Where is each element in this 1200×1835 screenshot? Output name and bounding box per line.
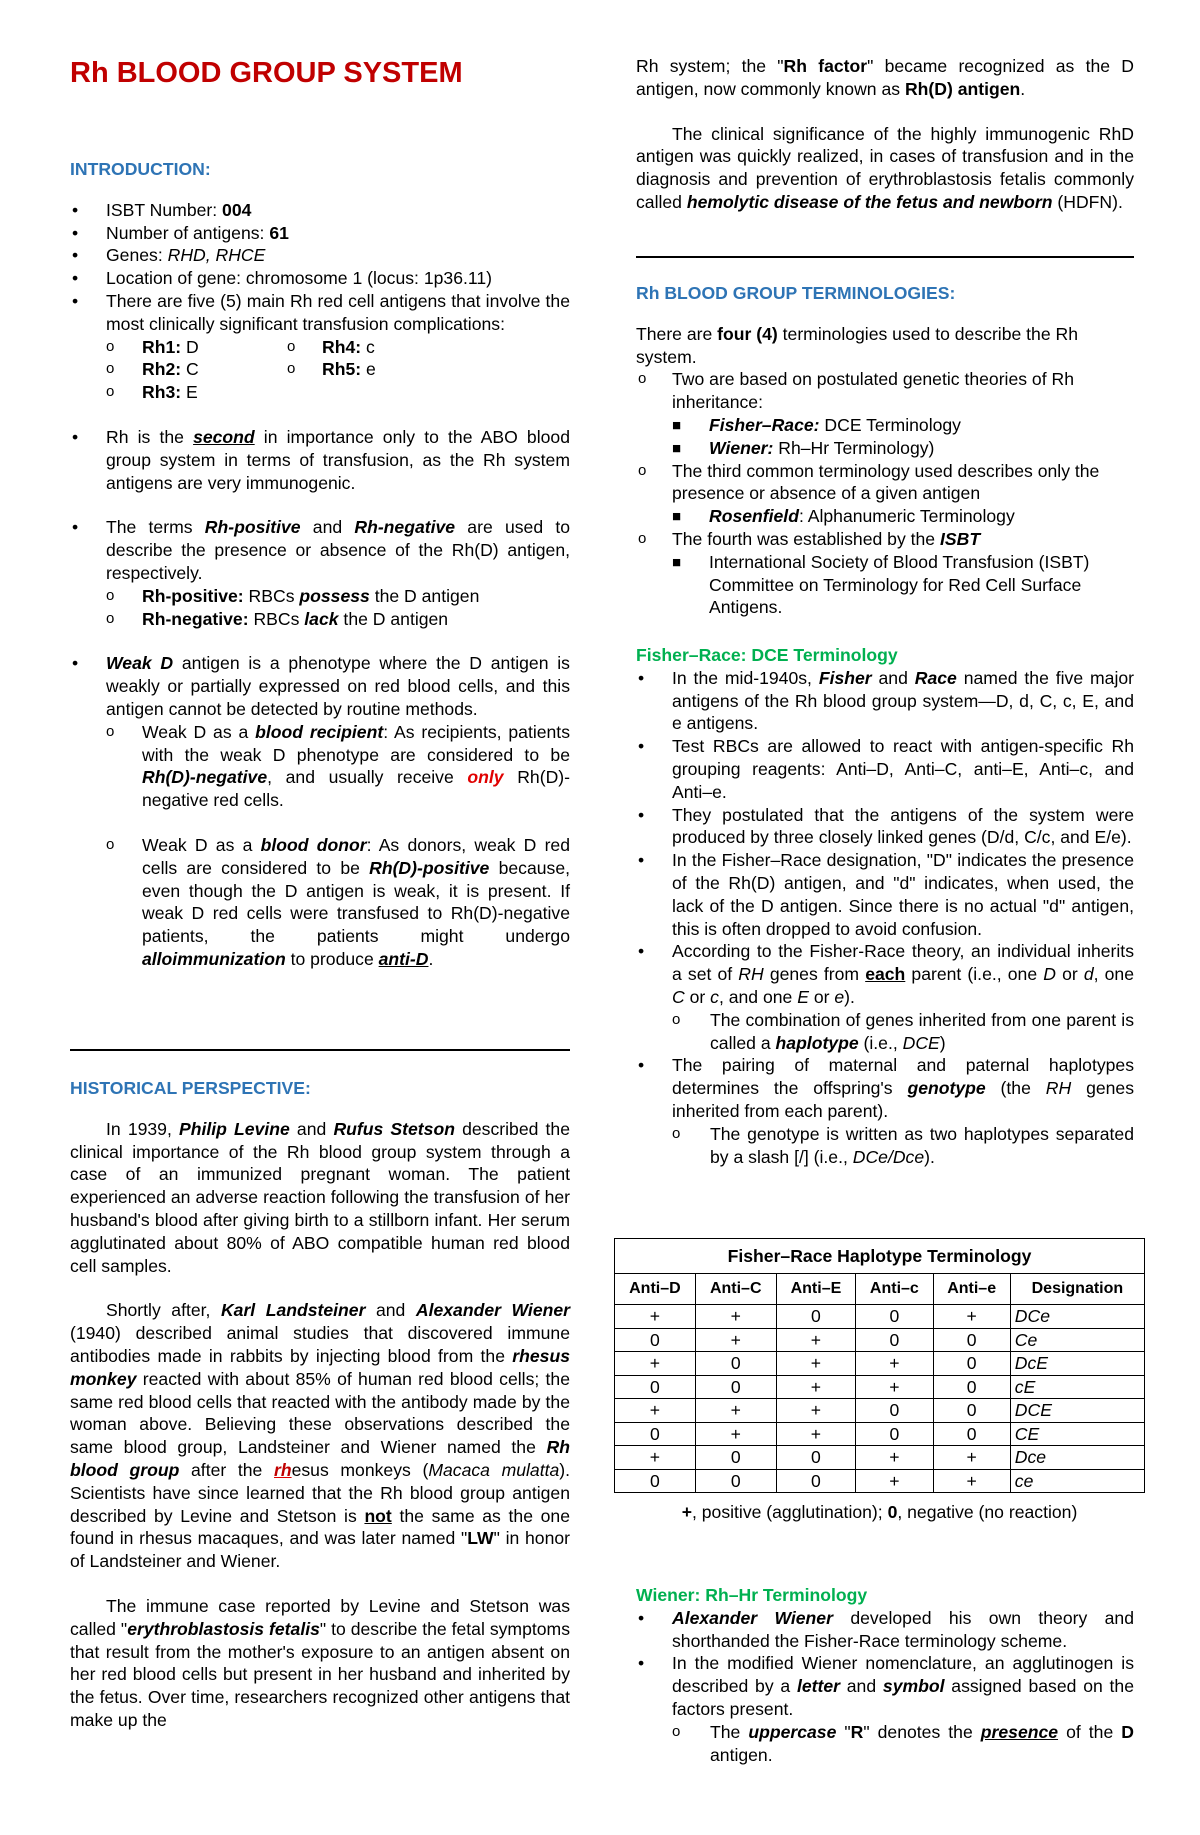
list-item: • Location of gene: chromosome 1 (locus: 1p36.11) (72, 268, 492, 289)
paragraph: In 1939, Philip Levine and Rufus Stetson described the clinical importance of the Rh blood group system through a case of an immunized pregnant woman. The patient experienced an adverse reaction following the transfusion of her husband's blood after giving birth to a stillborn infant. Her serum agglutinated about 80% of ABO compatible human red blood cell samples. (70, 1118, 570, 1276)
table-header-cell: Anti–c (856, 1274, 933, 1305)
terminology-list (636, 368, 1134, 619)
paragraph: There are four (4) terminologies used to describe the Rh system. (636, 323, 1079, 367)
circle-bullet-icon: o (106, 586, 115, 604)
list-item: o The fourth was established by the ISBT (638, 528, 981, 549)
wiener-section (636, 1584, 1134, 1766)
list-item: • Genes: RHD, RHCE (72, 245, 266, 266)
table-header-cell: Anti–D (615, 1274, 696, 1305)
historical-heading: HISTORICAL PERSPECTIVE: (70, 1078, 311, 1098)
introduction-section (70, 158, 570, 971)
haplotype-table (614, 1238, 1145, 1493)
history-continued (636, 55, 1134, 214)
list-item: o Rh-positive: RBCs possess the D antigen (106, 585, 480, 606)
table-header-cell: Anti–E (776, 1274, 856, 1305)
bullet-icon: • (638, 736, 645, 757)
table-row: 0 0 0 + + ce (615, 1469, 1145, 1493)
bullet-icon: • (72, 245, 79, 266)
bullet-icon: • (638, 850, 645, 871)
paragraph: Shortly after, Karl Landsteiner and Alexander Wiener (1940) described animal studies that discovered immune antibodies made in rabbits by injecting blood from the rhesus monkey reacted with about 85% of human red blood cells; the same red blood cells that reacted with the antibody made by the woman above. Believing these observations described the same blood group, Landsteiner and Wiener named the Rh blood group after the rhesus monkeys (Macaca mulatta). Scientists have since learned that the Rh blood group antigen described by Levine and Stetson is not the same as the one found in rhesus macaques, and was later named "LW" in honor of Landsteiner and Wiener. (70, 1300, 571, 1572)
terminology-heading: Rh BLOOD GROUP TERMINOLOGIES: (636, 283, 956, 303)
list-item: • Number of antigens: 61 (72, 222, 289, 243)
table-row: + + 0 0 + DCe (615, 1305, 1145, 1329)
table-header-cell: Designation (1010, 1274, 1144, 1305)
circle-bullet-icon: o (106, 722, 115, 740)
intro-list (70, 199, 570, 971)
circle-bullet-icon: o (638, 461, 647, 479)
circle-bullet-icon: o (287, 360, 296, 378)
table-row: 0 0 + + 0 cE (615, 1375, 1145, 1399)
list-item: • ISBT Number: 004 (72, 199, 252, 220)
square-bullet-icon: ■ (672, 553, 682, 571)
list-item: o The genotype is written as two haplotypes separated by a slash [/] (i.e., DCe/Dce). (672, 1123, 1134, 1167)
table-header-cell: Anti–e (933, 1274, 1010, 1305)
list-item: • According to the Fisher-Race theory, an individual inherits a set of RH genes from each parent (i.e., one D or d, one C or c, and one E or e). (638, 941, 1135, 1007)
list-item: o Weak D as a blood recipient: As recipients, patients with the weak D phenotype are considered to be Rh(D)-negative, and usually receive only Rh(D)-negative red cells. (106, 721, 570, 811)
list-item: • There are five (5) main Rh red cell antigens that involve the most clinically significant transfusion complications: (72, 290, 570, 334)
circle-bullet-icon: o (106, 337, 115, 355)
list-item: o The third common terminology used describes only the presence or absence of a given antigen (638, 460, 1100, 504)
table-header-row (615, 1274, 1145, 1305)
square-bullet-icon: ■ (672, 439, 682, 457)
list-item: o The combination of genes inherited from one parent is called a haplotype (i.e., DCE) (672, 1009, 1134, 1053)
table-note: +, positive (agglutination); 0, negative (no reaction) (681, 1502, 1078, 1522)
circle-bullet-icon: o (106, 383, 115, 401)
square-bullet-icon: ■ (672, 508, 682, 526)
circle-bullet-icon: o (106, 360, 115, 378)
list-item: • The terms Rh-positive and Rh-negative are used to describe the presence or absence of the Rh(D) antigen, respectively. (72, 517, 571, 583)
antigen-item: o Rh1: D o Rh4: c (106, 336, 375, 357)
list-item: o Rh-negative: RBCs lack the D antigen (106, 608, 449, 629)
list-item: ■ Wiener: Rh–Hr Terminology) (636, 437, 1134, 460)
circle-bullet-icon: o (672, 1722, 681, 1740)
bullet-icon: • (638, 804, 645, 825)
circle-bullet-icon: o (638, 529, 647, 547)
list-item: • Test RBCs are allowed to react with antigen-specific Rh grouping reagents: Anti–D, Anti–C, anti–E, Anti–c, and Anti–e. (638, 736, 1134, 802)
list-item: • In the mid-1940s, Fisher and Race named the five major antigens of the Rh blood group system—D, d, C, c, E, and e antigens. (638, 667, 1134, 734)
page-title: Rh BLOOD GROUP SYSTEM (70, 57, 463, 89)
list-item: o The uppercase "R" denotes the presence of the D antigen. (672, 1721, 1134, 1765)
table-row: + 0 + + 0 DcE (615, 1352, 1145, 1376)
section-divider (636, 256, 1134, 258)
list-item: • In the modified Wiener nomenclature, an agglutinogen is described by a letter and symbol assigned based on the factors present. (638, 1653, 1134, 1719)
circle-bullet-icon: o (287, 337, 296, 355)
circle-bullet-icon: o (638, 370, 647, 388)
bullet-icon: • (638, 941, 645, 962)
list-item: • Alexander Wiener developed his own theory and shorthanded the Fisher-Race terminology scheme. (638, 1607, 1134, 1651)
bullet-icon: • (638, 1607, 645, 1628)
bullet-icon: • (72, 653, 79, 674)
haplotype-table-block (614, 1238, 1145, 1524)
square-bullet-icon: ■ (672, 416, 682, 434)
list-item: • Rh is the second in importance only to the ABO blood group system in terms of transfusion, as the Rh system antigens are very immunogenic. (72, 426, 570, 493)
bullet-icon: • (72, 290, 79, 311)
table-row: + + + 0 0 DCE (615, 1399, 1145, 1423)
table-row: + 0 0 + + Dce (615, 1446, 1145, 1470)
circle-bullet-icon: o (106, 835, 115, 853)
fisher-race-heading: Fisher–Race: DCE Terminology (636, 645, 898, 665)
list-item: • They postulated that the antigens of the system were produced by three closely linked genes (D/d, C/c, and E/e). (638, 804, 1134, 848)
list-item: o Weak D as a blood donor: As donors, weak D red cells are considered to be Rh(D)-positive because, even though the D antigen is weak, it is present. If weak D red cells were transfused to Rh(D)-negative patients, the patients might undergo alloimmunization to produce anti-D. (106, 834, 571, 969)
bullet-icon: • (638, 667, 645, 688)
antigen-item: o Rh2: C o Rh5: e (106, 359, 376, 380)
introduction-heading: INTRODUCTION: (70, 159, 211, 179)
wiener-list (636, 1607, 1134, 1767)
list-item: ■ Rosenfield: Alphanumeric Terminology (636, 505, 1134, 528)
list-item: • Weak D antigen is a phenotype where the D antigen is weakly or partially expressed on red blood cells, and this antigen cannot be detected by routine methods. (72, 653, 570, 719)
list-item: • The pairing of maternal and paternal haplotypes determines the offspring's genotype (the RH genes inherited from each parent). (638, 1055, 1135, 1121)
list-item: ■ International Society of Blood Transfusion (ISBT) Committee on Terminology for Red Cell Surface Antigens. (672, 551, 1090, 618)
table-caption: Fisher–Race Haplotype Terminology (615, 1239, 1145, 1274)
list-item: o Two are based on postulated genetic theories of Rh inheritance: (638, 369, 1074, 413)
bullet-icon: • (72, 268, 79, 289)
table-row: 0 + + 0 0 Ce (615, 1328, 1145, 1352)
circle-bullet-icon: o (672, 1124, 681, 1142)
wiener-heading: Wiener: Rh–Hr Terminology (636, 1585, 868, 1605)
list-item: • In the Fisher–Race designation, "D" indicates the presence of the Rh(D) antigen, and "d" indicates, when used, the lack of the D antigen. Since there is no actual "d" antigen, this is often dropped to avoid confusion. (638, 850, 1134, 939)
section-divider (70, 1049, 570, 1051)
paragraph: The immune case reported by Levine and Stetson was called "erythroblastosis fetalis" to describe the fetal symptoms that result from the mother's exposure to an antigen absent on her red blood cells but present in her husband and inherited by the fetus. Over time, researchers recognized other antigens that make up the (70, 1595, 571, 1730)
table-header-cell: Anti–C (695, 1274, 776, 1305)
terminology-section (636, 282, 1134, 619)
circle-bullet-icon: o (672, 1010, 681, 1028)
paragraph: Rh system; the "Rh factor" became recognized as the D antigen, now commonly known as Rh(D) antigen. (636, 56, 1134, 99)
bullet-icon: • (72, 517, 79, 538)
paragraph: The clinical significance of the highly immunogenic RhD antigen was quickly realized, in cases of transfusion and in the diagnosis and prevention of erythroblastosis fetalis commonly called hemolytic disease of the fetus and newborn (HDFN). (636, 123, 1134, 212)
list-item: ■ Fisher–Race: DCE Terminology (636, 414, 1134, 437)
fisher-race-list (636, 667, 1134, 1169)
bullet-icon: • (72, 426, 79, 447)
historical-section (70, 1077, 570, 1732)
bullet-icon: • (72, 199, 79, 220)
bullet-icon: • (638, 1653, 645, 1674)
table-row: 0 + + 0 0 CE (615, 1422, 1145, 1446)
bullet-icon: • (72, 222, 79, 243)
fisher-race-section (636, 644, 1134, 1168)
circle-bullet-icon: o (106, 609, 115, 627)
bullet-icon: • (638, 1055, 645, 1076)
antigen-item: o Rh3: E (106, 382, 198, 403)
